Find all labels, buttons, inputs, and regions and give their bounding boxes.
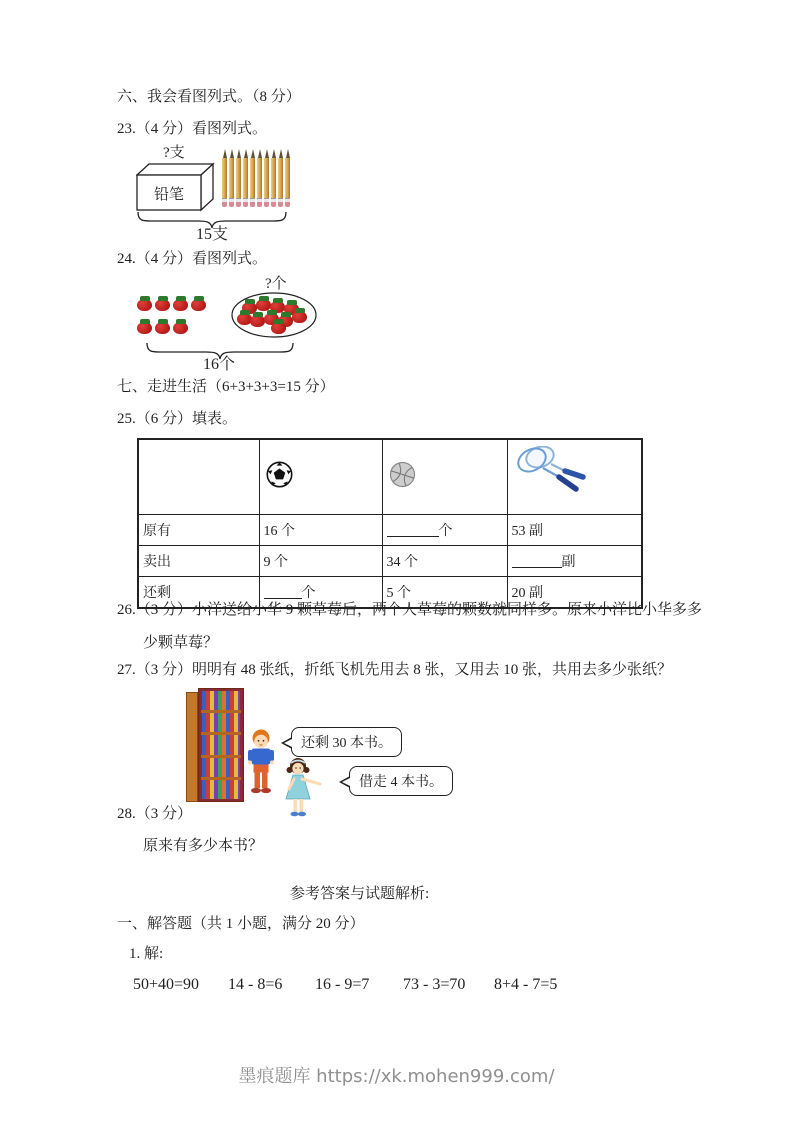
fill-table	[137, 438, 643, 609]
cell-racket-original: 53 副	[507, 515, 642, 546]
basketball-icon	[389, 461, 416, 488]
equipment-table	[137, 438, 643, 609]
strawberry-icon	[137, 296, 153, 312]
table-row	[138, 515, 642, 546]
soccer-ball-header-cell	[259, 439, 382, 515]
answer-equation: 8+4 - 7=5	[494, 976, 558, 993]
book-row	[202, 780, 240, 799]
question-25-label: 25.（6 分）填表。	[117, 411, 238, 427]
question-26-line1: 26.（3 分）小洋送给小华 9 颗草莓后，两个人草莓的颗数就同样多。原来小洋比小华多多	[117, 602, 703, 618]
pencils-group	[222, 149, 290, 207]
book-row	[202, 691, 240, 710]
bookshelf-illustration	[186, 688, 246, 806]
bookshelf-front	[198, 688, 244, 802]
answers-section1-title: 一、解答题（共 1 小题，满分 20 分）	[117, 916, 365, 932]
book-row	[202, 758, 240, 777]
section-6-title: 六、我会看图列式。（8 分）	[117, 89, 301, 105]
cell-racket-remaining: 20 副	[507, 577, 642, 609]
answer-equation: 16 - 9=7	[315, 976, 370, 993]
answer-equation: 14 - 8=6	[228, 976, 283, 993]
cell-racket-sold: 副	[507, 546, 642, 577]
table-header-row	[138, 439, 642, 515]
soccer-ball-icon	[266, 461, 293, 488]
answer-equation: 73 - 3=70	[403, 976, 466, 993]
question-27-label: 27.（3 分）明明有 48 张纸，折纸飞机先用去 8 张，又用去 10 张，共用去多少张纸？	[117, 662, 673, 678]
book-row	[202, 713, 240, 732]
blank-line	[264, 585, 302, 599]
table-row	[138, 546, 642, 577]
answer-item1-label: 1. 解:	[129, 946, 164, 962]
strawberry-icon	[173, 296, 189, 312]
cell-soccer-original: 16 个	[259, 515, 382, 546]
question-28-label: 28.（3 分）	[117, 806, 193, 822]
pencil-icon	[222, 149, 227, 207]
question-28-text: 原来有多少本书？	[143, 838, 264, 854]
badminton-rackets-header-cell	[507, 439, 642, 515]
boy-illustration	[243, 729, 279, 796]
row-header-originally: 原有	[138, 515, 259, 546]
cell-soccer-remaining: 个	[259, 577, 382, 609]
pencil-icon	[236, 149, 241, 207]
question-23-label: 23.（4 分）看图列式。	[117, 121, 268, 137]
cell-basketball-original: 个	[382, 515, 507, 546]
strawberry-icon	[137, 319, 153, 335]
row-header-sold: 卖出	[138, 546, 259, 577]
girl-illustration	[283, 757, 333, 819]
cell-soccer-sold: 9 个	[259, 546, 382, 577]
strawberry-icon	[155, 319, 171, 335]
pencil-icon	[243, 149, 248, 207]
pencil-icon	[278, 149, 283, 207]
basketball-header-cell	[382, 439, 507, 515]
answers-header: 参考答案与试题解析:	[290, 886, 430, 902]
pencil-box-figure	[136, 161, 216, 212]
cell-basketball-sold: 34 个	[382, 546, 507, 577]
fig24-question-count-label: ?个	[265, 276, 287, 292]
fig24-total-label: 16个	[203, 356, 236, 373]
boy-speech-bubble: 还剩 30 本书。	[291, 727, 402, 757]
strawberry-icon	[292, 308, 308, 324]
empty-header-cell	[138, 439, 259, 515]
badminton-rackets-icon	[514, 446, 592, 504]
girl-speech-bubble: 借走 4 本书。	[349, 766, 453, 796]
row-header-remaining: 还剩	[138, 577, 259, 609]
cell-basketball-remaining: 5 个	[382, 577, 507, 609]
site-footer: 墨痕题库 https://xk.mohen999.com/	[238, 1066, 555, 1087]
pencil-icon	[271, 149, 276, 207]
pencil-icon	[257, 149, 262, 207]
fig23-question-count-label: ?支	[163, 145, 185, 161]
pencil-icon	[250, 149, 255, 207]
fig23-total-label: 15支	[196, 226, 229, 243]
book-row	[202, 735, 240, 754]
pencil-icon	[264, 149, 269, 207]
pencil-box-label: 铅笔	[153, 187, 185, 203]
question-26-line2: 少颗草莓？	[143, 635, 219, 651]
strawberry-icon	[191, 296, 207, 312]
section-7-title: 七、走进生活（6+3+3+3=15 分）	[117, 379, 335, 395]
bookshelf-side-panel	[186, 692, 198, 802]
question-24-label: 24.（4 分）看图列式。	[117, 251, 268, 267]
blank-line	[512, 554, 562, 568]
blank-line	[387, 523, 439, 537]
answer-equation: 50+40=90	[133, 976, 200, 993]
strawberry-icon	[271, 319, 287, 335]
strawberry-icon	[173, 319, 189, 335]
strawberry-icon	[155, 296, 171, 312]
pencil-icon	[285, 149, 290, 207]
strawberry-plate	[230, 291, 318, 339]
pencil-icon	[229, 149, 234, 207]
